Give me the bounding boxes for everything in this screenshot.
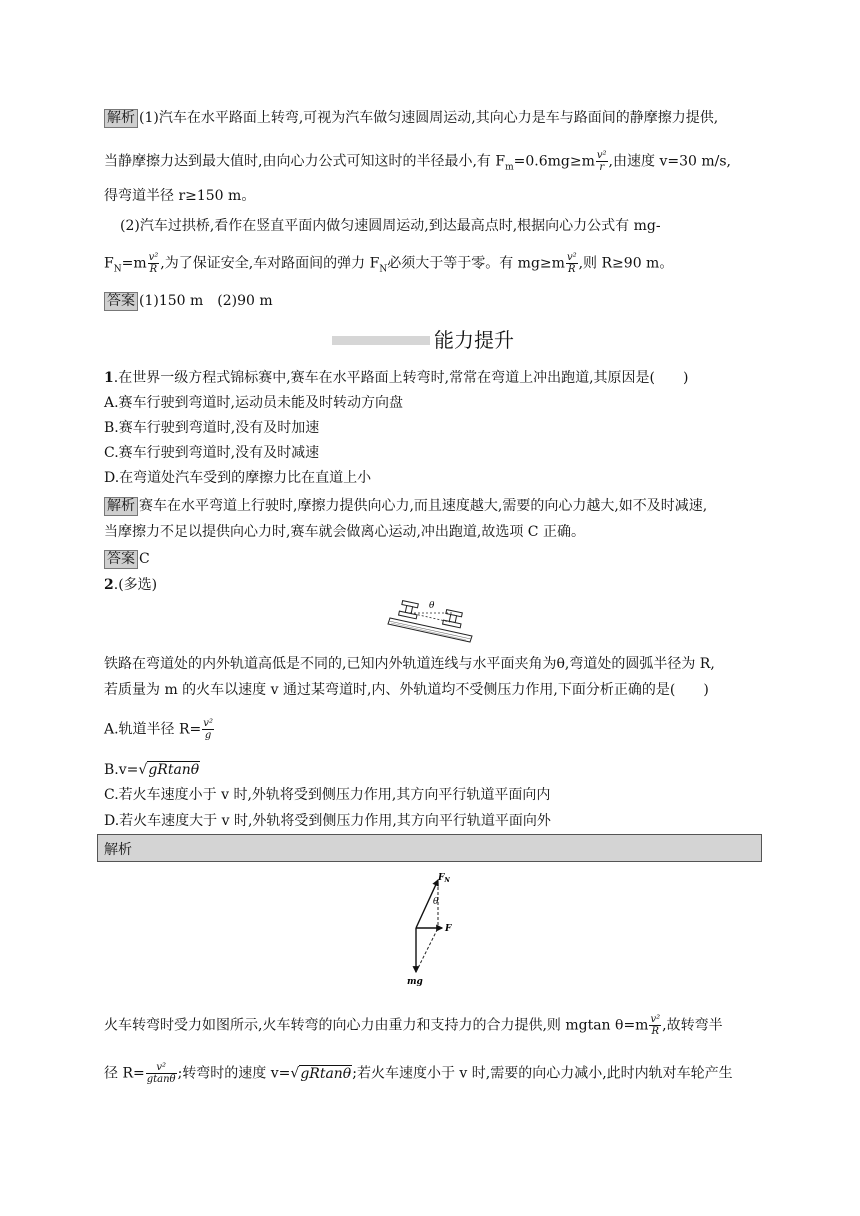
q1-stem: 1.在世界一级方程式锦标赛中,赛车在水平路面上转弯时,常常在弯道上冲出跑道,其原因是( ) (104, 370, 689, 386)
force-fn-label: $F_N$ (438, 873, 450, 884)
p1-line1: 解析 (1)汽车在水平路面上转弯,可视为汽车做匀速圆周运动,其向心力是车与路面间的静摩擦力提供, (104, 108, 718, 128)
q1-option-b: B.赛车行驶到弯道时,没有及时加速 (104, 420, 320, 436)
fraction: $\frac{\text{v²}}{R}$ (650, 1014, 661, 1037)
q2-option-c: C.若火车速度小于 v 时,外轨将受到侧压力作用,其方向平行轨道平面向内 (104, 787, 551, 803)
p2-line2: $F_N=m$ $\frac{\text{v²}}{R}$ ,为了保证安全,车对路面间的弹力 $F_N$必须大于等于零。有 mg≥m $\frac{\text{v²}}{R}$ ,则 R≥90 m。 (104, 252, 674, 275)
fraction: $\frac{\text{v²}}{R}$ (566, 252, 577, 275)
q1-option-a: A.赛车行驶到弯道时,运动员未能及时转动方向盘 (104, 395, 404, 411)
fraction: $\frac{\text{v²}}{R}$ (148, 252, 159, 275)
analysis-header-bar (97, 834, 762, 862)
fraction: $\frac{\text{v²}}{r}$ (596, 150, 607, 173)
analysis-tag: 解析 (104, 497, 138, 516)
analysis-tag: 解析 (104, 109, 138, 128)
section-decor-bar (332, 336, 430, 345)
p1-line2: 当静摩擦力达到最大值时,由向心力公式可知这时的半径最小,有 $F_m=0.6mg\ge m$ $\frac{\text{v²}}{r}$ ,由速度 v=30 m/s, (104, 150, 731, 173)
section-title: 能力提升 (434, 328, 514, 352)
force-mg-label: mg (407, 977, 423, 987)
answer-tag: 答案 (104, 550, 138, 569)
force-theta-label: θ (433, 897, 439, 907)
q2-option-a: A.轨道半径 R= $\frac{\text{v²}}{g}$ (104, 718, 213, 741)
fraction: $\frac{\text{v²}}{gtan\theta}$ (146, 1062, 176, 1085)
q1-analysis-line2: 当摩擦力不足以提供向心力时,赛车就会做离心运动,冲出跑道,故选项 C 正确。 (104, 524, 585, 540)
q2-option-d: D.若火车速度大于 v 时,外轨将受到侧压力作用,其方向平行轨道平面向外 (104, 813, 551, 829)
fraction: $\frac{\text{v²}}{g}$ (203, 718, 213, 741)
q2-text-line1: 铁路在弯道处的内外轨道高低是不同的,已知内外轨道连线与水平面夹角为θ,弯道处的圆弧半径为 R, (104, 656, 715, 672)
answer-tag: 答案 (104, 292, 138, 311)
q1-option-d: D.在弯道处汽车受到的摩擦力比在直道上小 (104, 470, 372, 486)
q2-stem: 2.(多选) (104, 577, 158, 593)
figure-theta-label: θ (429, 601, 435, 611)
q2-expl-line1: 火车转弯时受力如图所示,火车转弯的向心力由重力和支持力的合力提供,则 mgtan θ=m $\frac{\text{v²}}{R}$ ,故转弯半 (104, 1014, 723, 1037)
q2-expl-line2: 径 R= $\frac{\text{v²}}{gtan\theta}$ ;转弯时的速度 v=√gRtanθ;若火车速度小于 v 时,需要的向心力减小,此时内轨对车轮产生 (104, 1062, 733, 1085)
rail-track-figure (386, 596, 476, 648)
p1-line3: 得弯道半径 r≥150 m。 (104, 188, 256, 204)
q2-option-b: B.v=√gRtanθ (104, 762, 200, 778)
q1-answer: 答案 C (104, 549, 150, 569)
q1-analysis-line1: 解析 赛车在水平弯道上行驶时,摩擦力提供向心力,而且速度越大,需要的向心力越大,如不及时减速, (104, 496, 707, 516)
q1-option-c: C.赛车行驶到弯道时,没有及时减速 (104, 445, 320, 461)
p2-line1: (2)汽车过拱桥,看作在竖直平面内做匀速圆周运动,到达最高点时,根据向心力公式有 mg- (120, 218, 661, 234)
force-f-label: F (445, 924, 452, 934)
force-diagram (398, 868, 462, 988)
answer-line: 答案 (1)150 m (2)90 m (104, 291, 273, 311)
analysis-header-label: 解析 (104, 842, 132, 858)
q2-text-line2: 若质量为 m 的火车以速度 v 通过某弯道时,内、外轨道均不受侧压力作用,下面分析正确的是( ) (104, 682, 709, 698)
